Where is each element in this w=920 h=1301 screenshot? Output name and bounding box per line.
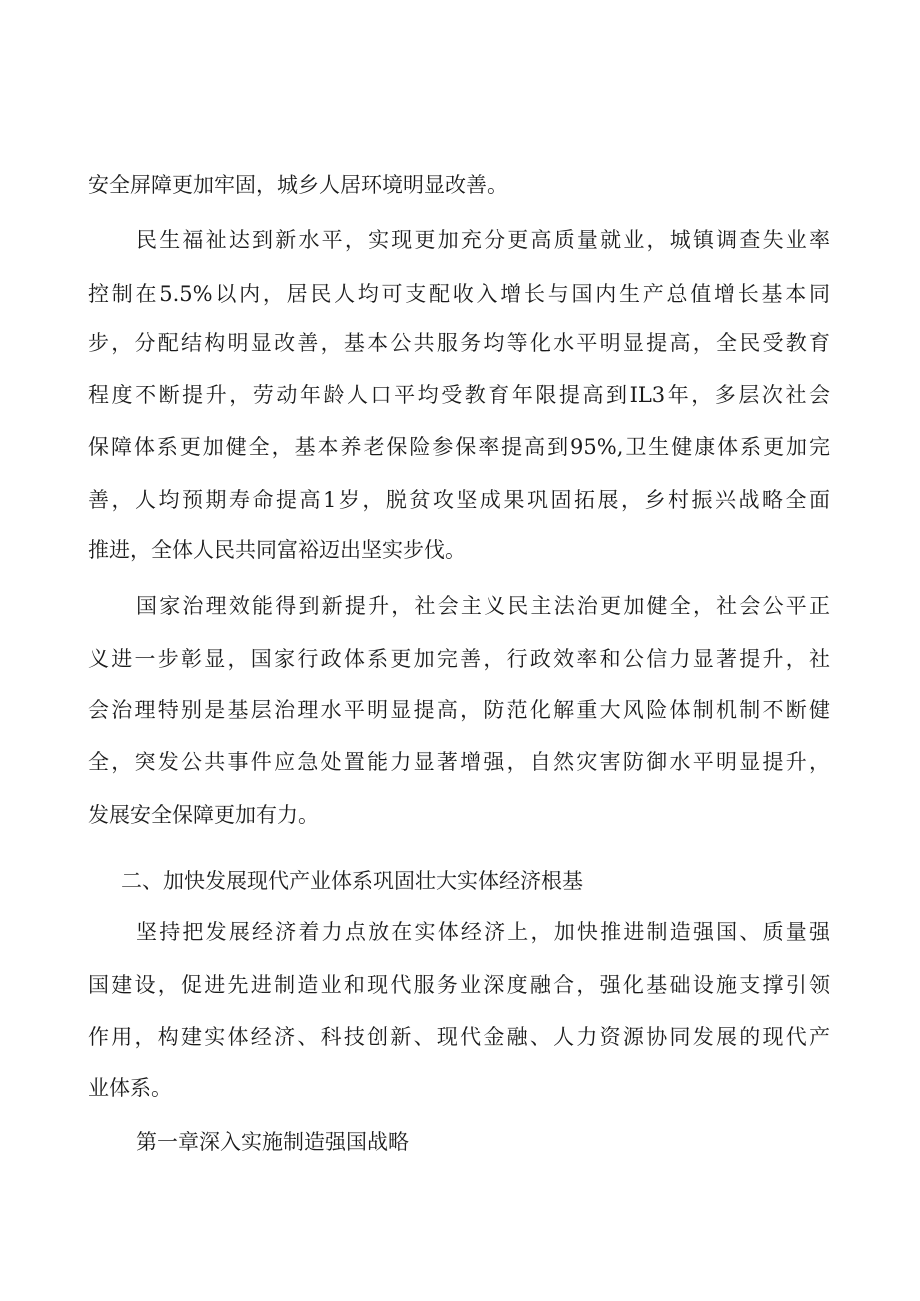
paragraph-4-line-3: 作用，构建实体经济、科技创新、现代金融、人力资源协同发展的现代产	[88, 1025, 830, 1049]
paragraph-2-line-3: 步，分配结构明显改善，基本公共服务均等化水平明显提高，全民受教育	[88, 331, 830, 355]
paragraph-1-line-1: 安全屏障更加牢固，城乡人居环境明显改善。	[88, 173, 508, 197]
document-page	[88, 0, 830, 1301]
section-heading: 二、加快发展现代产业体系巩固壮大实体经济根基	[121, 869, 583, 893]
paragraph-2-line-6: 善，人均预期寿命提高1岁，脱贫攻坚成果巩固拓展，乡村振兴战略全面	[88, 488, 830, 512]
paragraph-3-line-3: 会治理特别是基层治理水平明显提高，防范化解重大风险体制机制不断健	[88, 698, 830, 722]
paragraph-2-line-1: 民生福祉达到新水平，实现更加充分更高质量就业，城镇调查失业率	[136, 228, 830, 252]
paragraph-3-line-2: 义进一步彰显，国家行政体系更加完善，行政效率和公信力显著提升，社	[88, 647, 830, 671]
paragraph-4-line-1: 坚持把发展经济着力点放在实体经济上，加快推进制造强国、质量强	[136, 920, 830, 944]
paragraph-3-line-1: 国家治理效能得到新提升，社会主义民主法治更加健全，社会公平正	[136, 594, 830, 618]
paragraph-2-line-5: 保障体系更加健全，基本养老保险参保率提高到95%,卫生健康体系更加完	[88, 435, 830, 459]
paragraph-3-line-4: 全，突发公共事件应急处置能力显著增强，自然灾害防御水平明显提升，	[88, 750, 830, 774]
paragraph-2-line-7: 推进，全体人民共同富裕迈出坚实步伐。	[88, 538, 466, 562]
paragraph-4-line-2: 国建设，促进先进制造业和现代服务业深度融合，强化基础设施支撑引领	[88, 973, 830, 997]
paragraph-4-line-4: 业体系。	[88, 1076, 172, 1100]
paragraph-3-line-5: 发展安全保障更加有力。	[88, 803, 319, 827]
chapter-heading: 第一章深入实施制造强国战略	[136, 1130, 409, 1154]
paragraph-2-line-4: 程度不断提升，劳动年龄人口平均受教育年限提高到IL3年，多层次社会	[88, 383, 830, 407]
paragraph-2-line-2: 控制在5.5%以内，居民人均可支配收入增长与国内生产总值增长基本同	[88, 282, 830, 306]
